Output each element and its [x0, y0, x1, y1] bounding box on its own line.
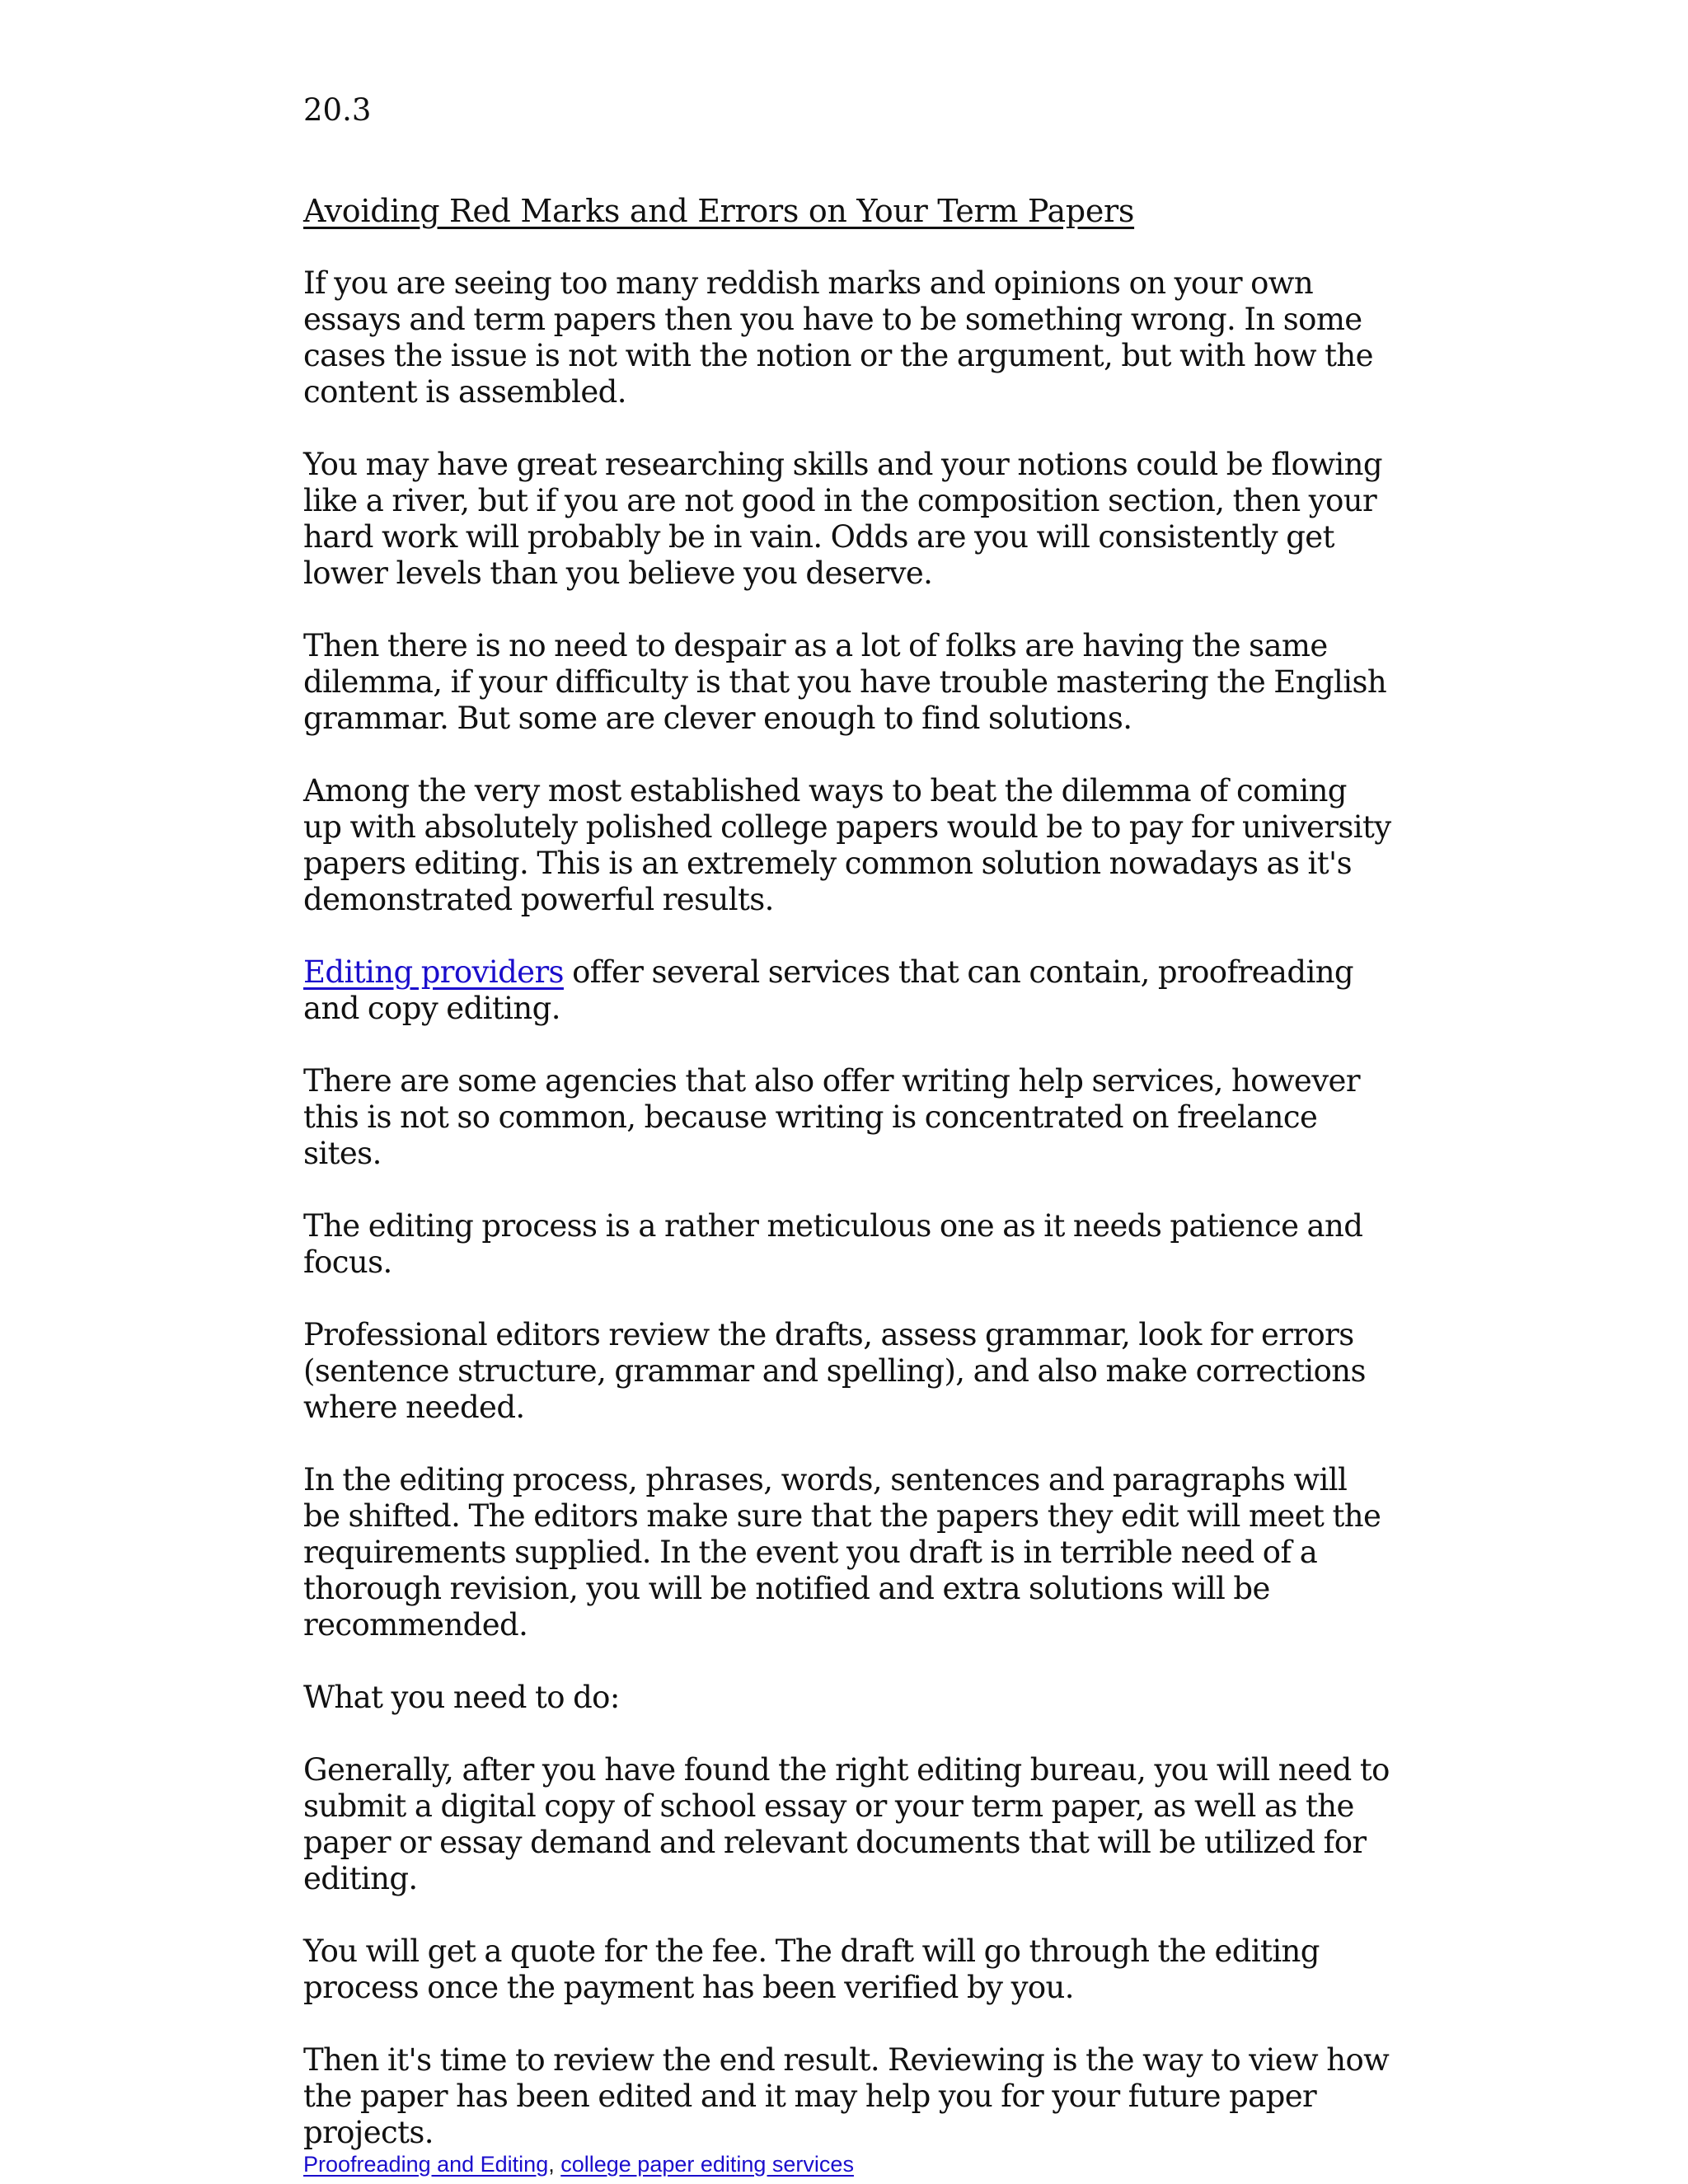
paragraph-10: Generally, after you have found the right editing bureau, you will need to submit a digital copy of school essay or your term paper, as well as the paper or essay demand and relevant documents that will be utilized for editing. — [303, 1752, 1390, 1896]
editing-providers-link[interactable]: Editing providers — [303, 954, 564, 990]
page-number: 20.3 — [303, 92, 372, 128]
paragraph-8: Professional editors review the drafts, assess grammar, look for errors (sentence structure, grammar and spelling), and also make corrections where needed. — [303, 1317, 1366, 1425]
paragraph-4: Among the very most established ways to beat the dilemma of coming up with absolutely polished college papers would be to pay for university papers editing. This is an extremely common solution nowadays as it's demonstrated powerful results. — [303, 773, 1391, 917]
document-title: Avoiding Red Marks and Errors on Your Term Papers — [303, 193, 1135, 229]
tag-link-college-paper-editing-services[interactable]: college paper editing services — [560, 2152, 854, 2177]
paragraph-6: There are some agencies that also offer writing help services, however this is not so common, because writing is concentrated on freelance sites. — [303, 1063, 1360, 1171]
paragraph-9: In the editing process, phrases, words, sentences and paragraphs will be shifted. The editors make sure that the papers they edit will meet the requirements supplied. In the event you draft is in terrible need of a thorough revision, you will be notified and extra solutions will be recommended. — [303, 1462, 1381, 1643]
paragraph-5 — [303, 954, 1391, 1027]
paragraph-2: You may have great researching skills and your notions could be flowing like a river, but if you are not good in the composition section, then your hard work will probably be in vain. Odds are you will consistently get lower levels than you believe you deserve. — [303, 447, 1382, 591]
paragraph-7: The editing process is a rather meticulous one as it needs patience and focus. — [303, 1208, 1363, 1280]
tag-separator: , — [548, 2152, 561, 2177]
paragraph-1: If you are seeing too many reddish marks and opinions on your own essays and term papers then you have to be something wrong. In some cases the issue is not with the notion or the argument, but with how the content is assembled. — [303, 265, 1373, 410]
section-heading-what-to-do: What you need to do: — [303, 1680, 620, 1715]
document-page — [303, 82, 1391, 2177]
paragraph-11: You will get a quote for the fee. The draft will go through the editing process once the payment has been verified by you. — [303, 1933, 1320, 2005]
tag-list — [303, 2151, 1391, 2177]
paragraph-5-text: offer several services that can contain, proofreading and copy editing. — [303, 954, 1354, 1026]
paragraph-3: Then there is no need to despair as a lot of folks are having the same dilemma, if your difficulty is that you have trouble mastering the English grammar. But some are clever enough to find solutions. — [303, 628, 1387, 736]
tag-link-proofreading-and-editing[interactable]: Proofreading and Editing — [303, 2152, 549, 2177]
paragraph-12: Then it's time to review the end result. Reviewing is the way to view how the paper has been edited and it may help you for your future paper projects. — [303, 2042, 1390, 2150]
